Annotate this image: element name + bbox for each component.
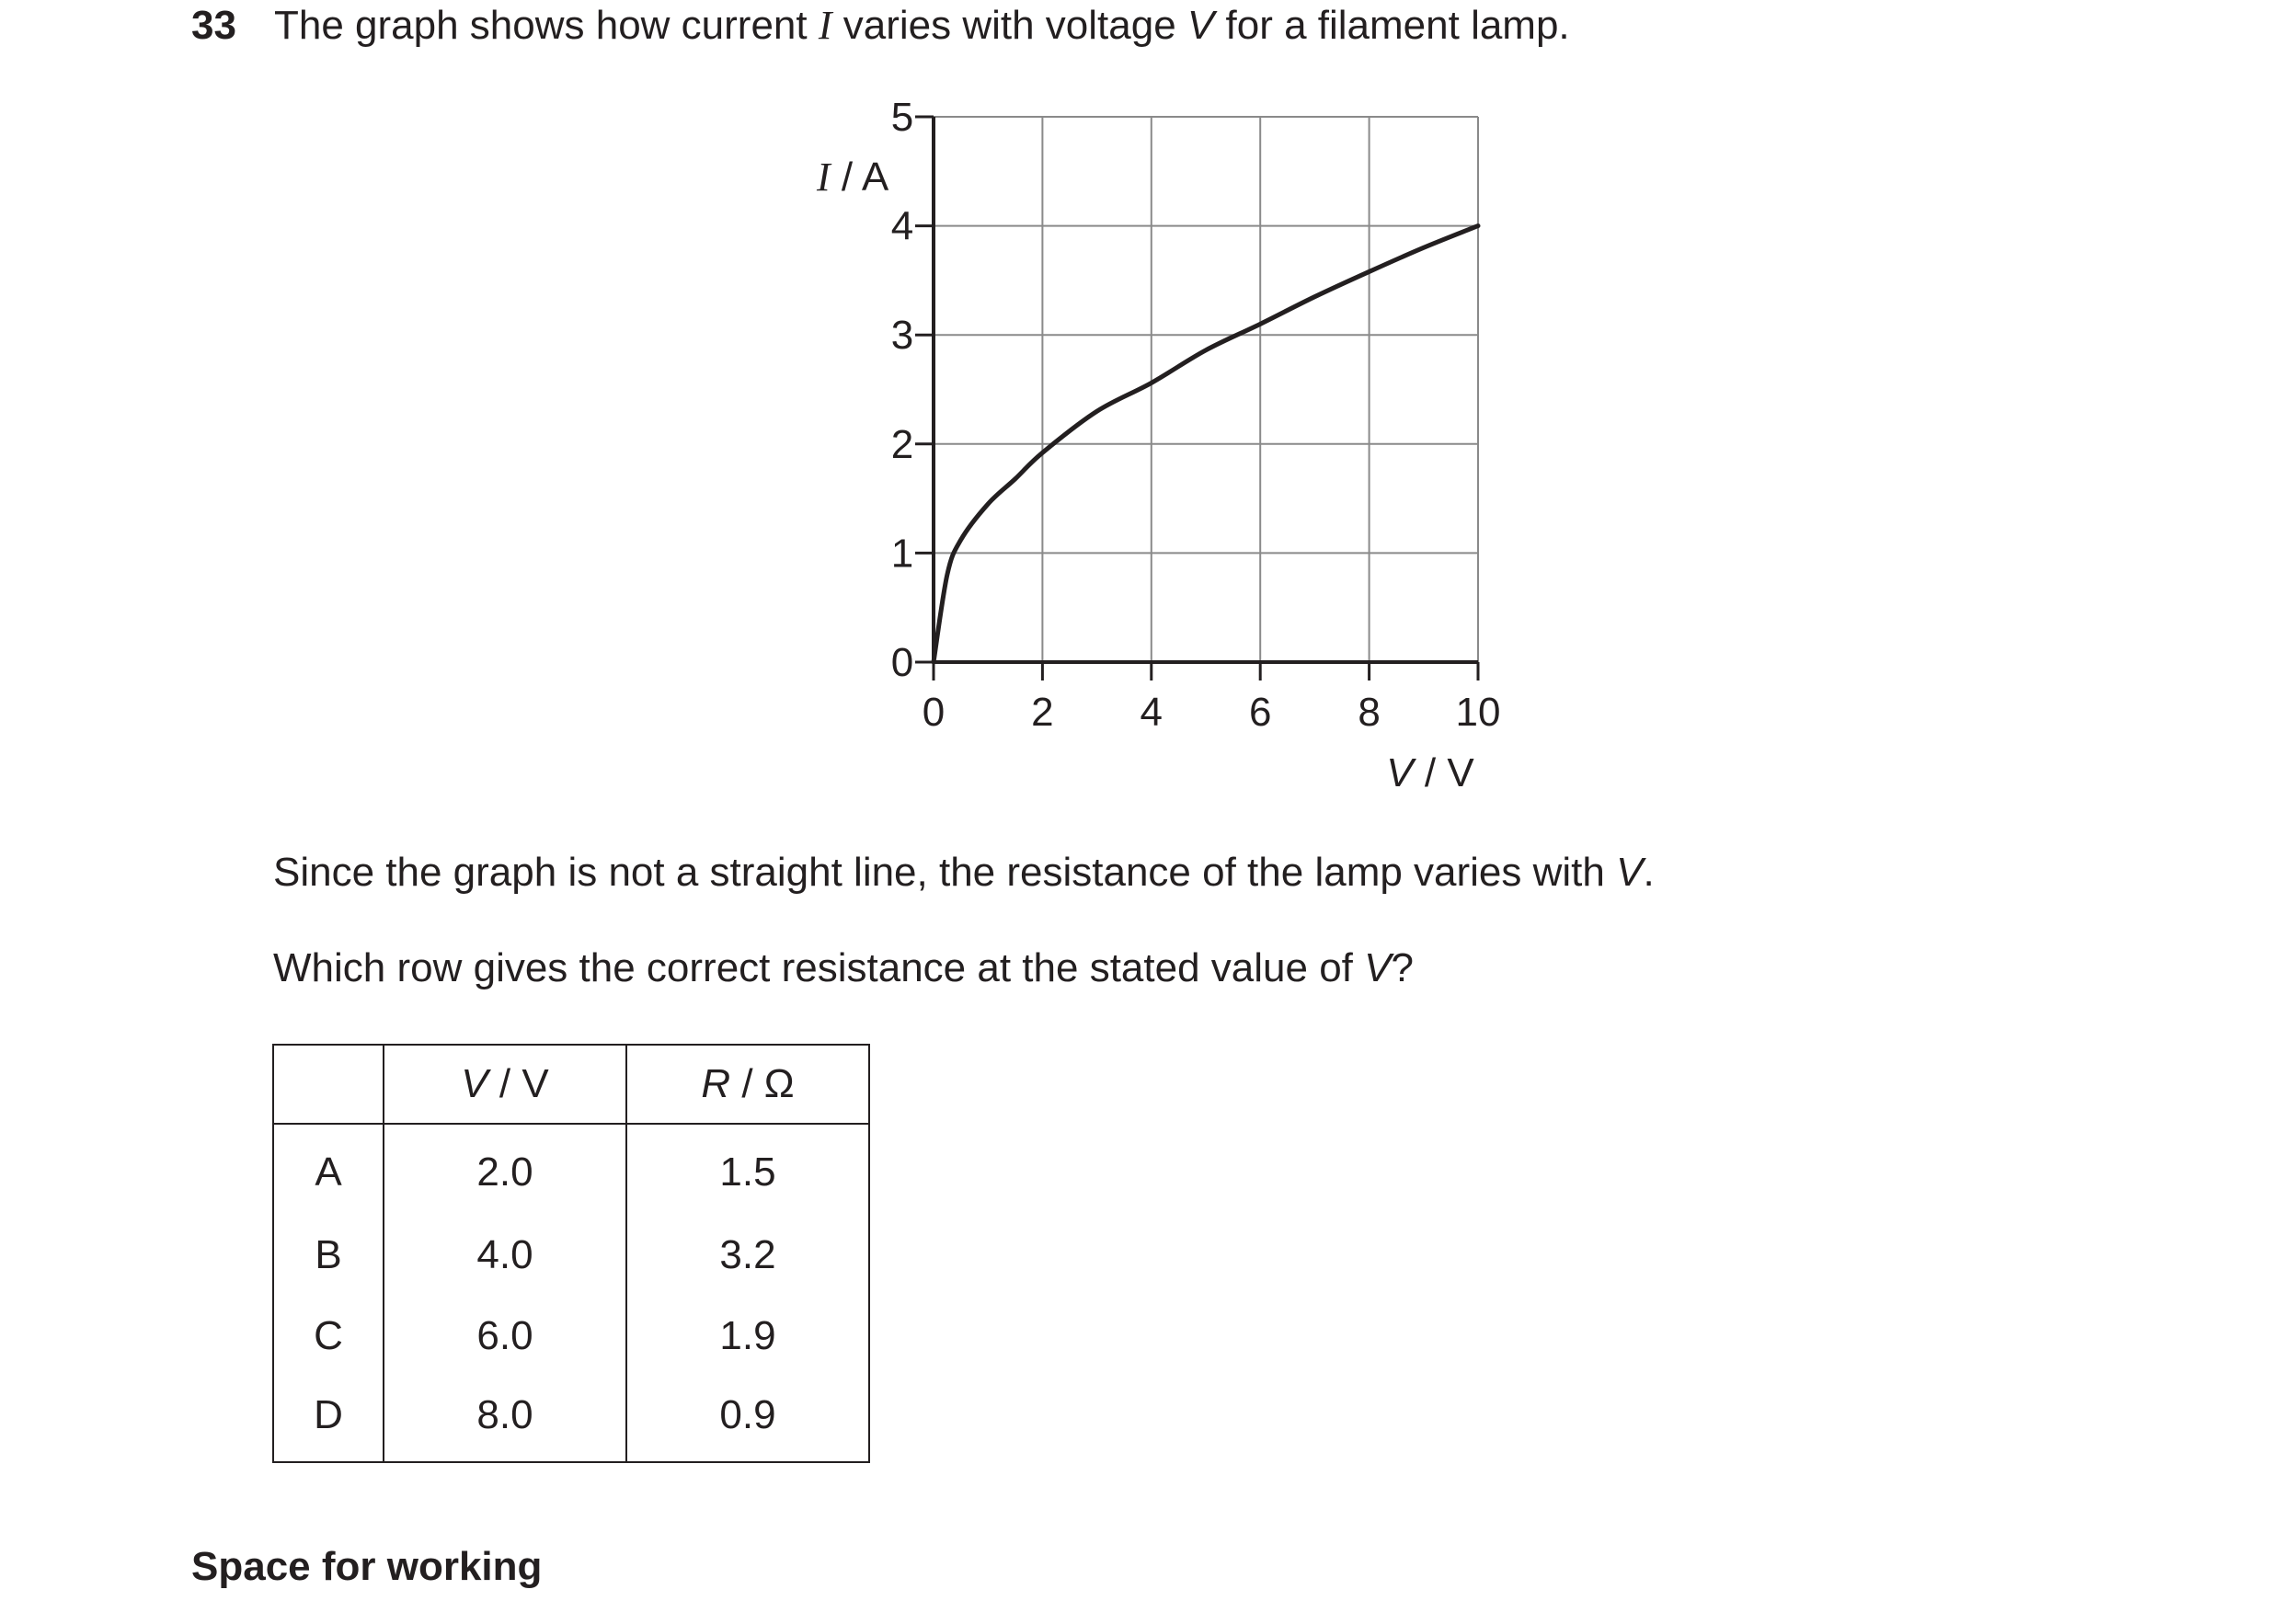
table-row-option-a[interactable] (273, 1124, 869, 1215)
option-voltage: 2.0 (384, 1124, 626, 1215)
x-tick-label: 0 (922, 690, 946, 735)
header-voltage-unit: / V (487, 1061, 549, 1106)
option-resistance: 1.9 (626, 1296, 869, 1377)
x-tick-label: 10 (1455, 690, 1501, 735)
x-tick-label: 4 (1140, 690, 1163, 735)
table-row-option-b[interactable] (273, 1215, 869, 1296)
table-row-option-c[interactable] (273, 1296, 869, 1377)
y-axis-label-var: I (817, 154, 831, 200)
header-voltage-var: V (461, 1061, 488, 1106)
option-letter[interactable]: C (273, 1296, 384, 1377)
y-tick-label: 3 (890, 313, 914, 359)
option-letter[interactable]: D (273, 1377, 384, 1462)
table-row-option-d[interactable] (273, 1377, 869, 1462)
question-var-i: I (818, 3, 832, 48)
question-text-middle: varies with voltage (831, 3, 1187, 48)
header-resistance (626, 1045, 869, 1124)
y-tick-label: 1 (890, 531, 914, 577)
option-voltage: 8.0 (384, 1377, 626, 1462)
prompt-prefix: Which row gives the correct resistance at the stated value of (273, 945, 1365, 990)
x-axis-label (1386, 750, 1474, 795)
option-voltage: 6.0 (384, 1296, 626, 1377)
question-var-v: V (1186, 3, 1215, 48)
header-blank-cell (273, 1045, 384, 1124)
y-tick-label: 4 (890, 203, 914, 249)
x-axis-label-unit: / V (1413, 750, 1474, 795)
y-tick-label: 0 (890, 640, 914, 685)
answer-options-table (272, 1044, 870, 1463)
question-number: 33 (191, 3, 236, 48)
y-axis-label-unit: / A (830, 154, 889, 200)
header-resistance-unit: / Ω (730, 1061, 795, 1106)
question-text-prefix: The graph shows how current (274, 3, 819, 48)
prompt-text (273, 943, 1414, 994)
header-resistance-var: R (701, 1061, 731, 1106)
prompt-suffix: ? (1391, 945, 1414, 990)
option-letter[interactable]: B (273, 1215, 384, 1296)
x-tick-label: 2 (1031, 690, 1054, 735)
statement-var: V (1616, 850, 1644, 895)
option-resistance: 3.2 (626, 1215, 869, 1296)
tick-labels (891, 95, 1501, 735)
prompt-var: V (1364, 945, 1392, 990)
space-for-working-label: Space for working (191, 1544, 543, 1589)
statement-prefix: Since the graph is not a straight line, the resistance of the lamp varies with (273, 850, 1617, 895)
option-letter[interactable]: A (273, 1124, 384, 1215)
question-text-suffix: for a filament lamp. (1214, 3, 1570, 48)
x-axis-label-var: V (1386, 750, 1414, 795)
header-voltage (384, 1045, 626, 1124)
option-resistance: 1.5 (626, 1124, 869, 1215)
y-tick-label: 5 (890, 95, 914, 140)
statement-text (273, 847, 1655, 898)
y-tick-label: 2 (890, 421, 914, 467)
option-voltage: 4.0 (384, 1215, 626, 1296)
option-resistance: 0.9 (626, 1377, 869, 1462)
grid-lines (934, 117, 1478, 662)
table-header-row (273, 1045, 869, 1124)
statement-suffix: . (1643, 850, 1655, 895)
y-axis-label (816, 154, 889, 200)
x-tick-label: 8 (1358, 690, 1381, 735)
axes (915, 117, 1478, 680)
x-tick-label: 6 (1248, 690, 1272, 735)
